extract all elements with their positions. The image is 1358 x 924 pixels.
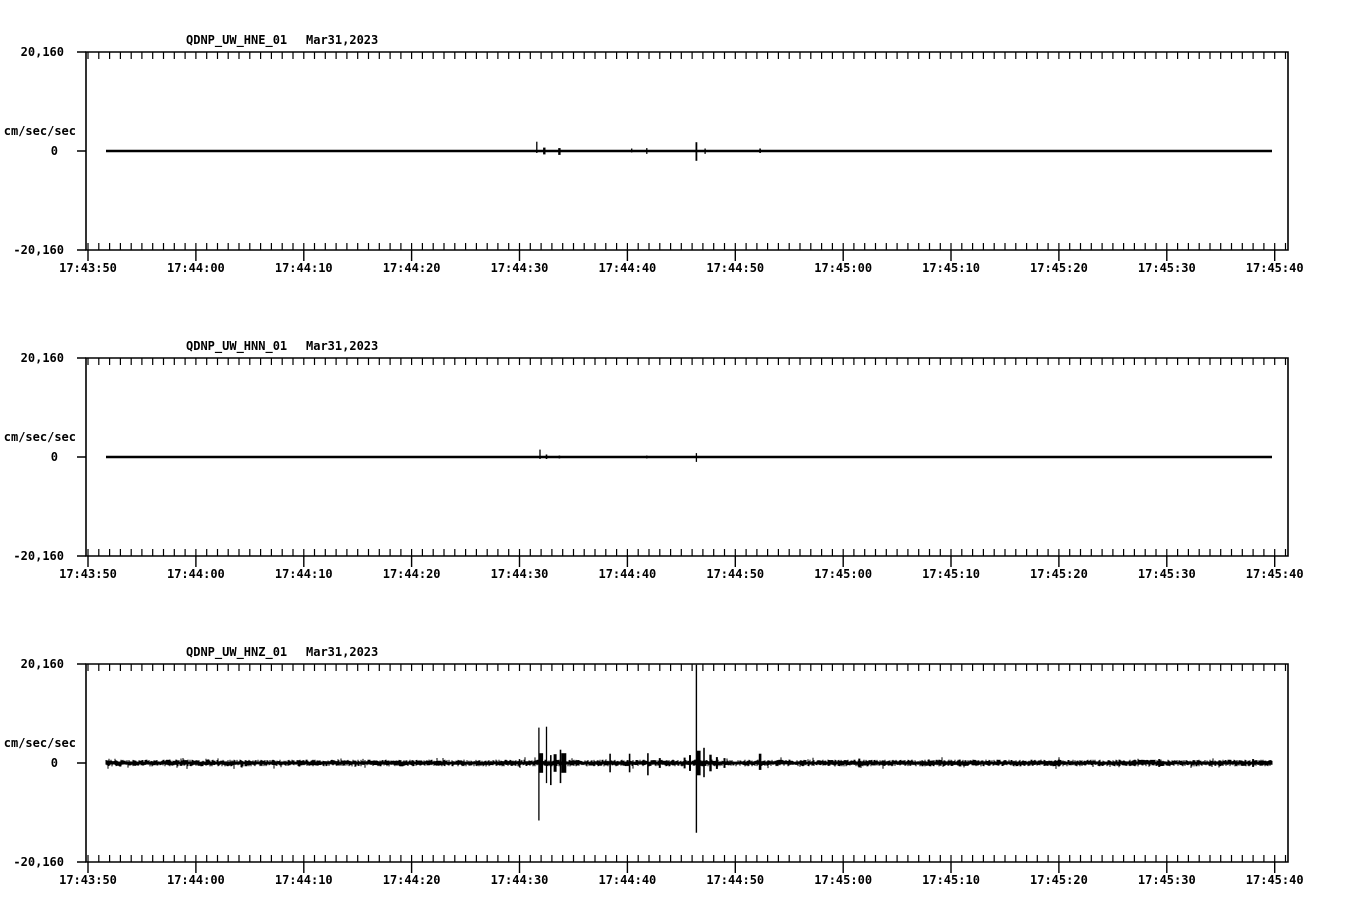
time-tick-label: 17:43:50 [59, 261, 117, 275]
date-label: Mar31,2023 [306, 645, 379, 659]
time-tick-label: 17:45:20 [1030, 567, 1088, 581]
time-tick-label: 17:44:50 [706, 261, 765, 275]
y-value-ticks [77, 358, 86, 556]
time-tick-label: 17:45:40 [1245, 873, 1304, 887]
y-axis-min-label: -20,160 [13, 855, 64, 869]
y-axis-zero-label: 0 [50, 450, 58, 464]
time-tick-label: 17:44:00 [166, 873, 225, 887]
y-axis-unit-label: cm/sec/sec [3, 124, 76, 138]
time-tick-label: 17:44:50 [706, 567, 765, 581]
time-tick-label: 17:44:40 [598, 261, 657, 275]
seismogram-panel-hnz [0, 612, 1358, 920]
time-tick-label: 17:44:00 [166, 261, 225, 275]
y-axis-max-label: 20,160 [20, 657, 64, 671]
time-tick-label: 17:44:30 [490, 261, 549, 275]
date-label: Mar31,2023 [306, 33, 379, 47]
time-tick-label: 17:44:10 [274, 567, 333, 581]
time-tick-label: 17:43:50 [59, 873, 117, 887]
time-tick-label: 17:44:20 [382, 261, 441, 275]
seismogram-panel-hnn [0, 306, 1358, 614]
seismogram-panel-hne [0, 0, 1358, 308]
time-tick-label: 17:45:30 [1137, 261, 1196, 275]
time-tick-label: 17:45:30 [1137, 567, 1196, 581]
time-tick-label: 17:44:20 [382, 567, 441, 581]
time-tick-label: 17:44:40 [598, 567, 657, 581]
time-tick-label: 17:45:00 [814, 567, 873, 581]
time-tick-label: 17:45:00 [814, 261, 873, 275]
time-tick-label: 17:45:10 [922, 873, 980, 887]
channel-title: QDNP_UW_HNN_01 [186, 339, 288, 353]
time-tick-label: 17:43:50 [59, 567, 117, 581]
time-tick-label: 17:45:10 [922, 567, 980, 581]
y-axis-min-label: -20,160 [13, 549, 64, 563]
time-tick-label: 17:45:40 [1245, 261, 1304, 275]
date-label: Mar31,2023 [306, 339, 379, 353]
y-value-ticks [77, 664, 86, 862]
time-tick-label: 17:45:30 [1137, 873, 1196, 887]
y-axis-zero-label: 0 [50, 144, 58, 158]
major-ticks [88, 250, 1275, 261]
time-tick-label: 17:45:20 [1030, 261, 1088, 275]
y-axis-max-label: 20,160 [20, 45, 64, 59]
y-axis-unit-label: cm/sec/sec [3, 430, 76, 444]
major-ticks [88, 556, 1275, 567]
channel-title: QDNP_UW_HNE_01 [186, 33, 288, 47]
time-tick-label: 17:44:10 [274, 873, 333, 887]
y-axis-unit-label: cm/sec/sec [3, 736, 76, 750]
channel-title: QDNP_UW_HNZ_01 [186, 645, 288, 659]
time-tick-label: 17:44:10 [274, 261, 333, 275]
time-tick-label: 17:44:50 [706, 873, 765, 887]
time-tick-label: 17:44:00 [166, 567, 225, 581]
time-tick-label: 17:45:40 [1245, 567, 1304, 581]
time-tick-label: 17:45:10 [922, 261, 980, 275]
y-axis-zero-label: 0 [50, 756, 58, 770]
time-tick-label: 17:44:20 [382, 873, 441, 887]
time-tick-label: 17:44:40 [598, 873, 657, 887]
y-axis-max-label: 20,160 [20, 351, 64, 365]
y-value-ticks [77, 52, 86, 250]
time-tick-label: 17:45:20 [1030, 873, 1088, 887]
time-tick-label: 17:44:30 [490, 873, 549, 887]
major-ticks [88, 862, 1275, 873]
time-tick-label: 17:45:00 [814, 873, 873, 887]
y-axis-min-label: -20,160 [13, 243, 64, 257]
time-tick-label: 17:44:30 [490, 567, 549, 581]
